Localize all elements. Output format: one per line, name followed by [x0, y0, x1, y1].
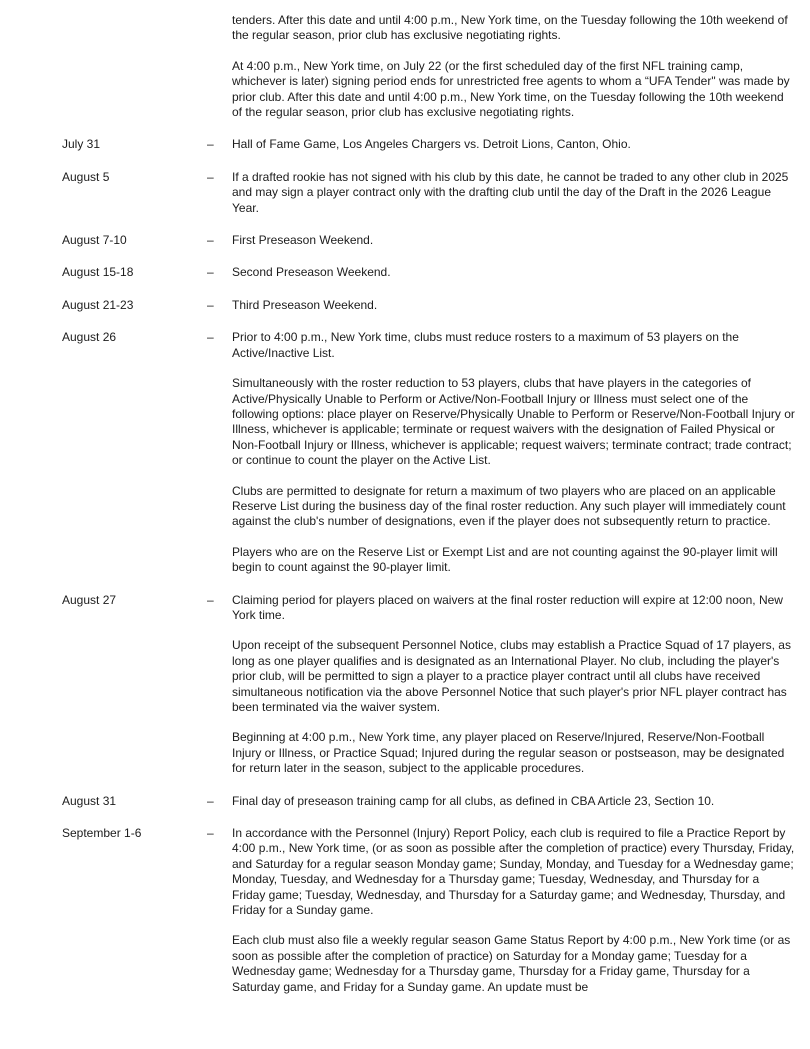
entry-text: [232, 233, 795, 248]
dash-separator: –: [207, 169, 214, 184]
calendar-entry: [62, 794, 795, 809]
entry-date: August 31: [62, 793, 117, 808]
calendar-entry: [62, 170, 795, 216]
entry-date: August 15-18: [62, 265, 134, 280]
paragraph: Third Preseason Weekend.: [232, 297, 378, 312]
entry-text: [232, 794, 795, 809]
paragraph: Final day of preseason training camp for all clubs, as defined in CBA Article 23, Section 10.: [232, 793, 715, 808]
dash-separator: –: [207, 297, 214, 312]
calendar-entry: [62, 593, 795, 777]
paragraph: tenders. After this date and until 4:00 p.m., New York time, on the Tuesday following the 10th weekend of the regular season, prior club has exclusive negotiating rights.: [232, 13, 788, 43]
calendar-entry: [62, 137, 795, 152]
dash-separator: –: [207, 793, 214, 808]
entry-text: [232, 593, 795, 777]
paragraph: Clubs are permitted to designate for return a maximum of two players who are placed on an applicable Reserve List during the business day of the final roster reduction. Any such player will immediately count against the club's number of designations, even if the player does not subsequently return to practice.: [232, 483, 786, 529]
entry-date: August 5: [62, 169, 110, 184]
continuation-block: [62, 13, 795, 120]
entry-text: [232, 330, 795, 575]
dash-separator: –: [207, 265, 214, 280]
entry-date: August 7-10: [62, 233, 127, 248]
entry-text: [232, 826, 795, 995]
paragraph: Hall of Fame Game, Los Angeles Chargers vs. Detroit Lions, Canton, Ohio.: [232, 137, 631, 152]
paragraph: First Preseason Weekend.: [232, 233, 374, 248]
calendar-entry: [62, 265, 795, 280]
paragraph: Simultaneously with the roster reduction to 53 players, clubs that have players in the categories of Active/Physically Unable to Perform or Active/Non-Football Injury or Illness must select one of the following options: place player on Reserve/Physically Unable to Perform or Reserve/Non-Football Injury or Illness, whichever is applicable; terminate or request waivers with the designation of Failed Physical or Non-Football Injury or Illness, whichever is applicable; request waivers; terminate contract; trade contract; or continue to count the player on the Active List.: [232, 376, 795, 468]
paragraph: Upon receipt of the subsequent Personnel Notice, clubs may establish a Practice Squad of 17 players, as long as one player qualifies and is designated as an International Player. No club, including the player's prior club, will be permitted to sign a player to a practice player contract until all clubs have received simultaneous notification via the above Personnel Notice that such player's prior NFL player contract has been terminated via the waiver system.: [232, 638, 791, 714]
paragraph: Prior to 4:00 p.m., New York time, clubs must reduce rosters to a maximum of 53 players on the Active/Inactive List.: [232, 330, 739, 360]
entry-text: [232, 137, 795, 152]
calendar-entry: [62, 330, 795, 575]
entry-text: [232, 265, 795, 280]
entry-date: August 26: [62, 330, 117, 345]
entry-date: July 31: [62, 137, 101, 152]
entry-date: August 27: [62, 592, 117, 607]
calendar-entry: [62, 298, 795, 313]
dash-separator: –: [207, 330, 214, 345]
entry-text: [232, 170, 795, 216]
entry-date: September 1-6: [62, 826, 142, 841]
entry-text: [232, 298, 795, 313]
entry-text: [232, 13, 795, 120]
paragraph: Players who are on the Reserve List or Exempt List and are not counting against the 90-player limit will begin to count against the 90-player limit.: [232, 544, 778, 575]
dash-separator: –: [207, 233, 214, 248]
paragraph: Second Preseason Weekend.: [232, 265, 391, 280]
dash-separator: –: [207, 592, 214, 607]
dash-separator: –: [207, 137, 214, 152]
paragraph: Claiming period for players placed on waivers at the final roster reduction will expire at 12:00 noon, New York time.: [232, 592, 783, 622]
paragraph: At 4:00 p.m., New York time, on July 22 (or the first scheduled day of the first NFL training camp, whichever is later) signing period ends for unrestricted free agents to whom a “UFA Tender" was made by prior club. After this date and until 4:00 p.m., New York time, on the Tuesday following the 10th weekend of the regular season, prior club has exclusive negotiating rights.: [232, 58, 790, 120]
dash-separator: –: [207, 826, 214, 841]
paragraph: In accordance with the Personnel (Injury) Report Policy, each club is required to file a Practice Report by 4:00 p.m., New York time, (or as soon as possible after the completion of practice) every Thursday, Friday, and Saturday for a regular season Monday game; Sunday, Monday, and Tuesday for a Wednesday game; Monday, Tuesday, and Wednesday for a Thursday game; Tuesday, Wednesday, and Thursday for a Friday game; Tuesday, Wednesday, and Thursday for a Saturday game; and Wednesday, Thursday, and Friday for a Sunday game.: [232, 826, 795, 918]
calendar-entry: [62, 233, 795, 248]
paragraph: Beginning at 4:00 p.m., New York time, any player placed on Reserve/Injured, Reserve/Non-Football Injury or Illness, or Practice Squad; Injured during the regular season or postseason, may be designated for return later in the season, subject to the applicable procedures.: [232, 730, 785, 776]
paragraph: Each club must also file a weekly regular season Game Status Report by 4:00 p.m., New York time (or as soon as possible after the completion of practice) on Saturday for a Monday game; Tuesday for a Wednesday game; Wednesday for a Thursday game, Thursday for a Friday game, Thursday for a Saturday game, and Friday for a Sunday game. An update must be: [232, 933, 791, 994]
entry-date: August 21-23: [62, 297, 134, 312]
calendar-entry: [62, 826, 795, 995]
paragraph: If a drafted rookie has not signed with his club by this date, he cannot be traded to any other club in 2025 and may sign a player contract only with the drafting club until the day of the Draft in the 2026 League Year.: [232, 169, 789, 215]
